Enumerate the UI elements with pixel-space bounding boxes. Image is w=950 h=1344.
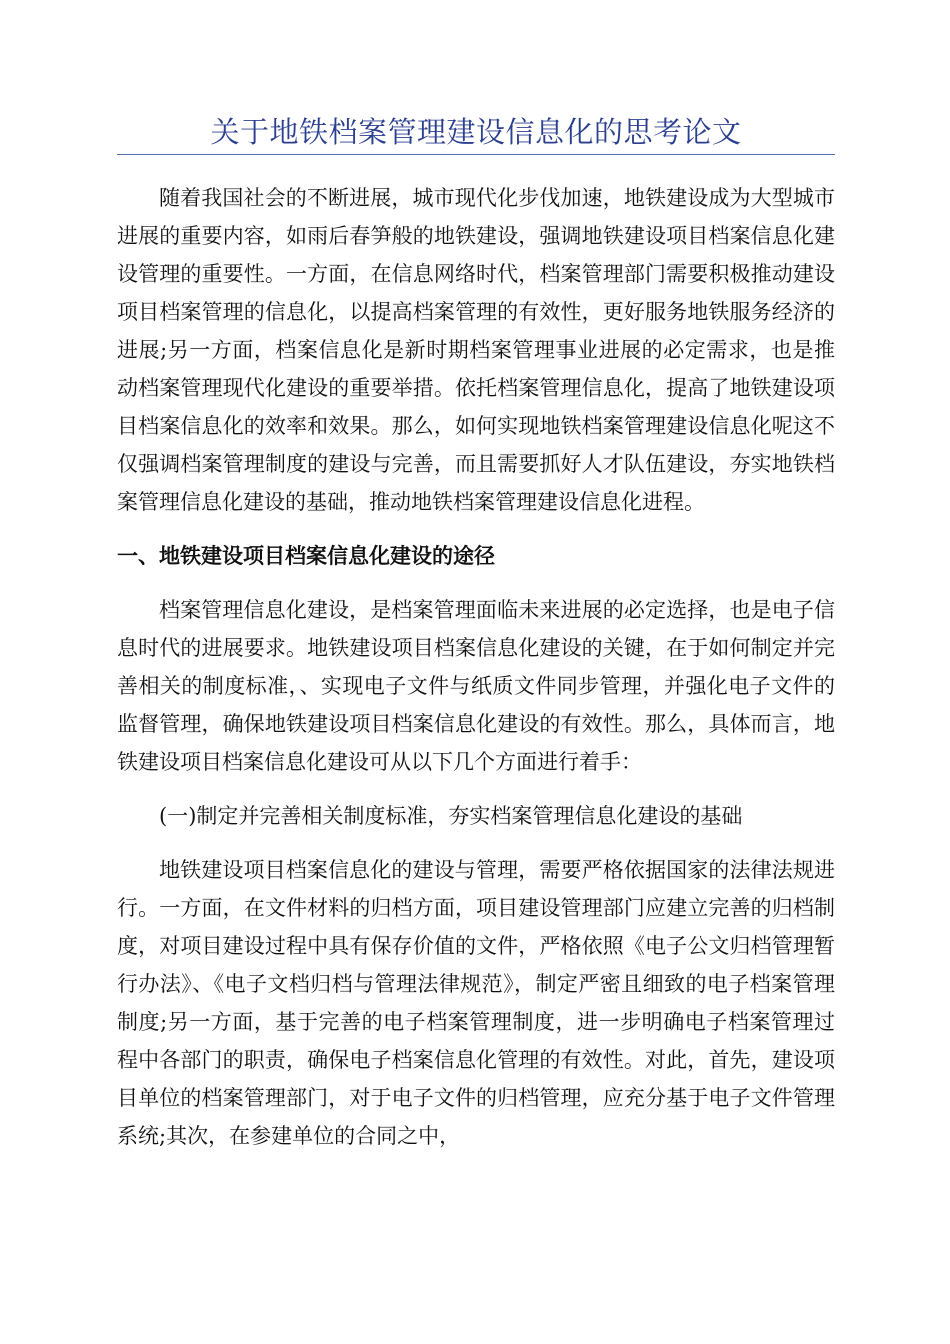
document-title: 关于地铁档案管理建设信息化的思考论文 bbox=[210, 115, 742, 149]
section-paragraph: 档案管理信息化建设，是档案管理面临未来进展的必定选择，也是电子信息时代的进展要求。地铁建设项目档案信息化建设的关键，在于如何制定并完善相关的制度标准，、实现电子文件与纸质文件同步管理，并强化电子文件的监督管理，确保地铁建设项目档案信息化建设的有效性。那么，具体而言，地铁建设项目档案信息化建设可从以下几个方面进行着手： bbox=[117, 598, 835, 774]
section-heading: 一、地铁建设项目档案信息化建设的途径 bbox=[117, 544, 495, 568]
subsection-paragraph: 地铁建设项目档案信息化的建设与管理，需要严格依据国家的法律法规进行。一方面，在文件材料的归档方面，项目建设管理部门应建立完善的归档制度，对项目建设过程中具有保存价值的文件，严格依照《电子公文归档管理暂行办法》、《电子文档归档与管理法律规范》，制定严密且细致的电子档案管理制度;另一方面，基于完善的电子档案管理制度，进一步明确电子档案管理过程中各部门的职责，确保电子档案信息化管理的有效性。对此，首先，建设项目单位的档案管理部门，对于电子文件的归档管理，应充分基于电子文件管理系统;其次，在参建单位的合同之中， bbox=[117, 858, 835, 1148]
intro-paragraph: 随着我国社会的不断进展，城市现代化步伐加速，地铁建设成为大型城市进展的重要内容，如雨后春笋般的地铁建设，强调地铁建设项目档案信息化建设管理的重要性。一方面，在信息网络时代，档案管理部门需要积极推动建设项目档案管理的信息化，以提高档案管理的有效性，更好服务地铁服务经济的进展;另一方面，档案信息化是新时期档案管理事业进展的必定需求，也是推动档案管理现代化建设的重要举措。依托档案管理信息化，提高了地铁建设项目档案信息化的效率和效果。那么，如何实现地铁档案管理建设信息化呢这不仅强调档案管理制度的建设与完善，而且需要抓好人才队伍建设，夯实地铁档案管理信息化建设的基础，推动地铁档案管理建设信息化进程。 bbox=[117, 186, 835, 514]
subsection-heading: (一)制定并完善相关制度标准，夯实档案管理信息化建设的基础 bbox=[159, 804, 743, 828]
title-underline bbox=[117, 154, 835, 155]
document-body bbox=[117, 179, 835, 1155]
